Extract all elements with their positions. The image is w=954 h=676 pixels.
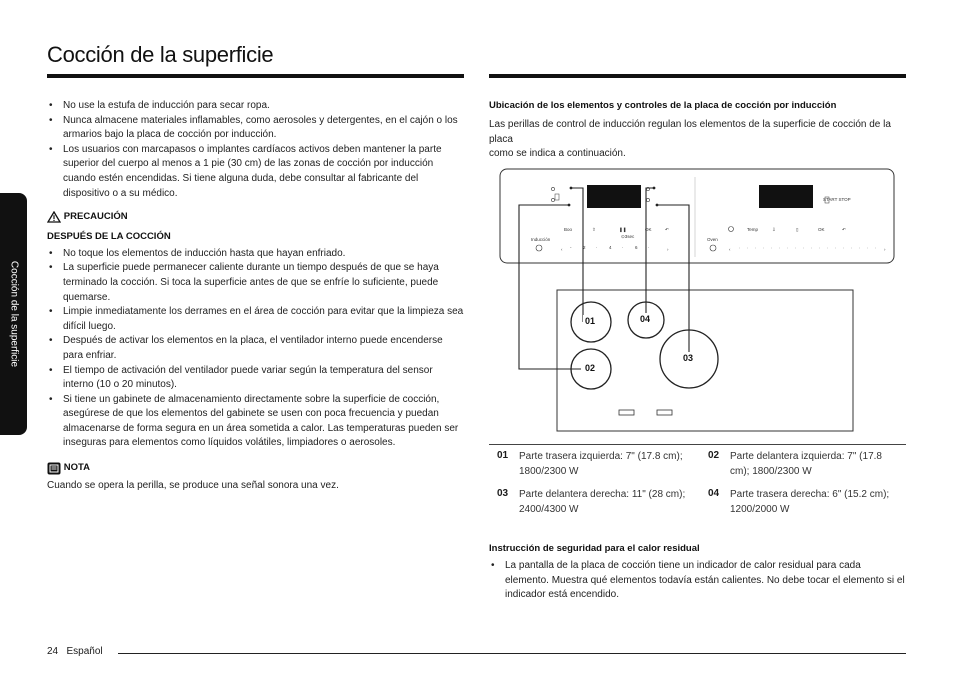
safety-bullet-list <box>489 559 907 603</box>
svg-text:⇩: ⇩ <box>772 227 776 232</box>
footer-rule <box>118 653 906 654</box>
induction-label: Inducción <box>531 237 551 242</box>
svg-text:6: 6 <box>635 245 638 250</box>
part-num: 03 <box>497 488 509 500</box>
cooktop-diagram <box>489 165 909 445</box>
list-item: • Después de activar los elementos en la placa, el ventilador interno puede encenderse para enfriar. <box>47 334 465 363</box>
intro-bullet-list <box>47 99 465 201</box>
page-title: Cocción de la superficie <box>47 42 274 67</box>
caution-bullet-list <box>47 247 465 451</box>
list-item: • Si tiene un gabinete de almacenamiento directamente sobre la superficie de cocción, asegúrese de que los elementos del gabinete se usen con poca frecuencia y puedan almacenarse de forma segura en un área sometida a calor. Las temperaturas pueden ser inseguras para elementos como líquidos volátiles, limpiadores o aerosoles. <box>47 393 465 451</box>
label-03: 03 <box>683 353 694 363</box>
table-rule <box>489 444 906 445</box>
oven-label: Oven <box>707 237 718 242</box>
part-desc: Parte delantera derecha: 11" (28 cm); 2400/4300 W <box>519 489 686 515</box>
caution-label: PRECAUCIÓN <box>63 211 128 223</box>
part-num: 02 <box>708 450 720 461</box>
svg-text:2: 2 <box>583 245 586 250</box>
left-column <box>47 99 465 494</box>
part-desc: Parte trasera izquierda: 7" (17.8 cm); 1800/2300 W <box>519 451 683 477</box>
list-item: • La superficie puede permanecer caliente durante un tiempo después de que se haya terminado la cocción. Si toca la superficie antes de que se enfríe lo suficiente, puede quemarse. <box>47 261 465 305</box>
part-desc: Parte delantera izquierda: 7" (17.8 cm); 1800/2300 W <box>730 451 882 477</box>
title-rule-left <box>47 74 464 78</box>
intro-line-1: Las perillas de control de inducción regulan los elementos de la superficie de cocción de la placa <box>489 119 891 145</box>
note-icon <box>47 462 61 475</box>
title-rule-right <box>489 74 906 78</box>
svg-text:·: · <box>648 245 650 250</box>
part-num: 01 <box>497 450 509 461</box>
diagram-heading: Ubicación de los elementos y controles de la placa de cocción por inducción <box>489 100 837 111</box>
svg-text:4: 4 <box>609 245 612 250</box>
svg-text:·: · <box>596 245 598 250</box>
diagram-intro <box>489 118 907 162</box>
ok-label-left: OK <box>645 227 652 232</box>
hold-label-left: ⊙3sec <box>621 234 635 239</box>
list-item: • La pantalla de la placa de cocción tiene un indicador de calor residual para cada elemento. Muestra qué elementos todavía están calientes. No debe tocar el elemento si el indicador está encendido. <box>489 559 907 603</box>
right-display <box>759 185 813 208</box>
warning-icon <box>47 211 61 223</box>
list-item: • No use la estufa de inducción para secar ropa. <box>47 99 465 114</box>
svg-text:↶: ↶ <box>842 227 846 232</box>
svg-text:▯: ▯ <box>796 227 799 232</box>
list-item: • El tiempo de activación del ventilador puede variar según la temperatura del sensor interno (10 o 20 minutos). <box>47 364 465 393</box>
control-panel-outline <box>500 169 894 263</box>
note-header <box>47 461 465 475</box>
label-01: 01 <box>585 316 596 326</box>
svg-text:↶: ↶ <box>665 227 669 232</box>
svg-text:❚❚: ❚❚ <box>619 227 627 232</box>
note-label: NOTA <box>63 462 90 474</box>
svg-text:·: · <box>622 245 624 250</box>
boost-label: Boo <box>564 227 573 232</box>
label-04: 04 <box>640 314 651 324</box>
side-tab-label: Cocción de la superficie <box>8 260 19 368</box>
cooktop-surface <box>557 290 853 431</box>
part-num: 04 <box>708 488 720 500</box>
list-item: • Los usuarios con marcapasos o implantes cardíacos activos deben mantener la parte superior del cuerpo al menos a 1 pie (30 cm) de las zonas de cocción por inducción cuando estén encendidas. Si tiene alguna duda, debe consultar al fabricante del dispositivo o a su médico. <box>47 143 465 201</box>
list-item: • No toque los elementos de inducción hasta que hayan enfriado. <box>47 247 465 262</box>
svg-text:‹: ‹ <box>729 247 731 252</box>
page-footer <box>47 646 103 657</box>
svg-text:-: - <box>570 245 572 250</box>
start-stop-label: START STOP <box>823 197 851 202</box>
page-number: 24 <box>47 646 59 657</box>
list-item: • Nunca almacene materiales inflamables, como aerosoles y detergentes, en el cajón o los armarios bajo la placa de cocción por inducción. <box>47 114 465 143</box>
note-text: Cuando se opera la perilla, se produce una señal sonora una vez. <box>47 480 339 492</box>
safety-heading: Instrucción de seguridad para el calor residual <box>489 543 700 554</box>
left-display <box>587 185 641 208</box>
svg-text:›: › <box>667 247 669 252</box>
caution-subhead: DESPUÉS DE LA COCCIÓN <box>47 231 171 243</box>
temp-label: Temp <box>747 227 759 232</box>
label-02: 02 <box>585 363 596 373</box>
ok-label-right: OK <box>818 227 825 232</box>
parts-table <box>497 450 897 517</box>
intro-line-2: como se indica a continuación. <box>489 148 626 160</box>
svg-text:›: › <box>884 247 886 252</box>
list-item: • Limpie inmediatamente los derrames en el área de cocción para evitar que la limpieza sea difícil luego. <box>47 305 465 334</box>
caution-header <box>47 210 465 224</box>
svg-text:‹: ‹ <box>561 247 563 252</box>
section-side-tab[interactable] <box>0 193 27 435</box>
table-row <box>497 488 897 517</box>
footer-language: Español <box>66 646 103 657</box>
table-row <box>497 450 897 479</box>
part-desc: Parte trasera derecha: 6" (15.2 cm); 1200/2000 W <box>730 489 890 515</box>
svg-text:⇧: ⇧ <box>592 227 596 232</box>
